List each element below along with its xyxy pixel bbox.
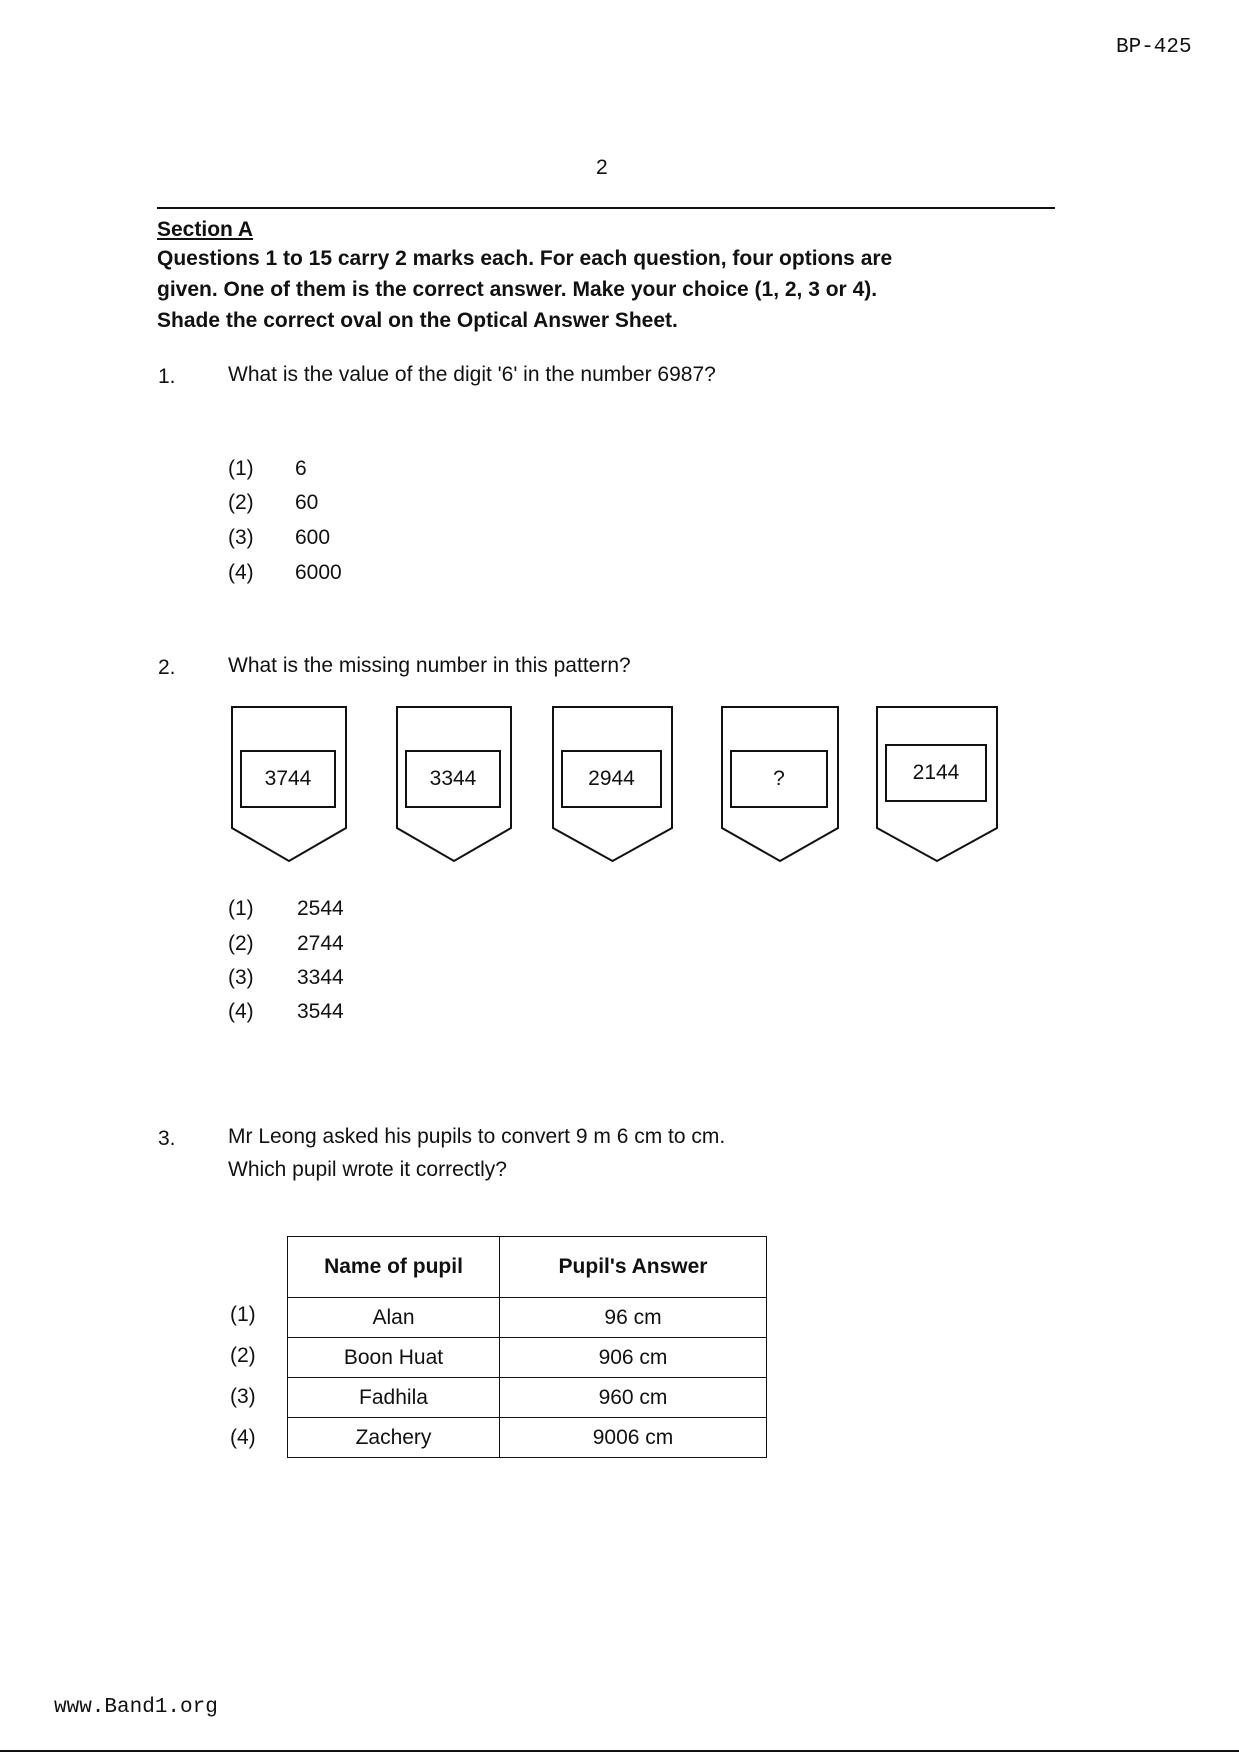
option-value: 2744 <box>297 932 344 955</box>
instruction-line: given. One of them is the correct answer. Make your choice (1, 2, 3 or 4). <box>157 278 878 301</box>
top-divider <box>157 207 1055 209</box>
question-text: What is the missing number in this pattern? <box>228 654 631 677</box>
instruction-line: Shade the correct oval on the Optical Answer Sheet. <box>157 309 678 332</box>
row-label: (3) <box>230 1385 256 1408</box>
pupil-name: Alan <box>288 1298 500 1338</box>
option-label: (2) <box>228 491 254 514</box>
table-header-row <box>288 1237 767 1298</box>
pattern-tag <box>552 706 673 861</box>
pattern-tag <box>721 706 839 861</box>
missing-number-box: ? <box>730 750 828 808</box>
option-label: (1) <box>228 897 254 920</box>
option-value: 2544 <box>297 897 344 920</box>
question-number: 1. <box>158 365 176 388</box>
pupil-answer: 9006 cm <box>500 1418 767 1458</box>
pupil-answer: 960 cm <box>500 1378 767 1418</box>
pupil-name: Zachery <box>288 1418 500 1458</box>
paper-code: BP-425 <box>1116 36 1192 59</box>
option-value: 3344 <box>297 966 344 989</box>
pupil-name: Fadhila <box>288 1378 500 1418</box>
table-row <box>288 1378 767 1418</box>
pattern-number-box: 3344 <box>405 750 501 808</box>
pattern-tag <box>231 706 347 861</box>
question-text: What is the value of the digit '6' in the number 6987? <box>228 363 716 386</box>
instruction-line: Questions 1 to 15 carry 2 marks each. For each question, four options are <box>157 247 893 270</box>
option-label: (1) <box>228 457 254 480</box>
pupil-name: Boon Huat <box>288 1338 500 1378</box>
option-label: (4) <box>228 1000 254 1023</box>
pupil-answers-table <box>287 1236 767 1458</box>
table-row <box>288 1338 767 1378</box>
table-row <box>288 1298 767 1338</box>
option-label: (3) <box>228 966 254 989</box>
bottom-divider <box>0 1750 1239 1752</box>
footer-website: www.Band1.org <box>54 1696 218 1719</box>
question-number: 3. <box>158 1127 176 1150</box>
pupil-answer: 96 cm <box>500 1298 767 1338</box>
pattern-tag <box>876 706 998 861</box>
pattern-number-box: 2944 <box>561 750 662 808</box>
header-name: Name of pupil <box>288 1237 500 1298</box>
table-row <box>288 1418 767 1458</box>
question-text: Mr Leong asked his pupils to convert 9 m 6 cm to cm. <box>228 1125 726 1148</box>
page-number: 2 <box>596 156 608 179</box>
option-label: (2) <box>228 932 254 955</box>
pattern-number-box: 3744 <box>240 750 336 808</box>
row-label: (1) <box>230 1303 256 1326</box>
row-label: (2) <box>230 1344 256 1367</box>
option-value: 6 <box>295 457 307 480</box>
pattern-tag <box>396 706 512 861</box>
option-value: 600 <box>295 526 331 549</box>
row-label: (4) <box>230 1426 256 1449</box>
option-value: 3544 <box>297 1000 344 1023</box>
question-number: 2. <box>158 656 176 679</box>
section-title: Section A <box>157 218 254 241</box>
question-text: Which pupil wrote it correctly? <box>228 1158 507 1181</box>
pattern-number-box: 2144 <box>885 744 987 802</box>
option-value: 60 <box>295 491 319 514</box>
pupil-answer: 906 cm <box>500 1338 767 1378</box>
option-label: (4) <box>228 561 254 584</box>
header-answer: Pupil's Answer <box>500 1237 767 1298</box>
option-value: 6000 <box>295 561 342 584</box>
option-label: (3) <box>228 526 254 549</box>
